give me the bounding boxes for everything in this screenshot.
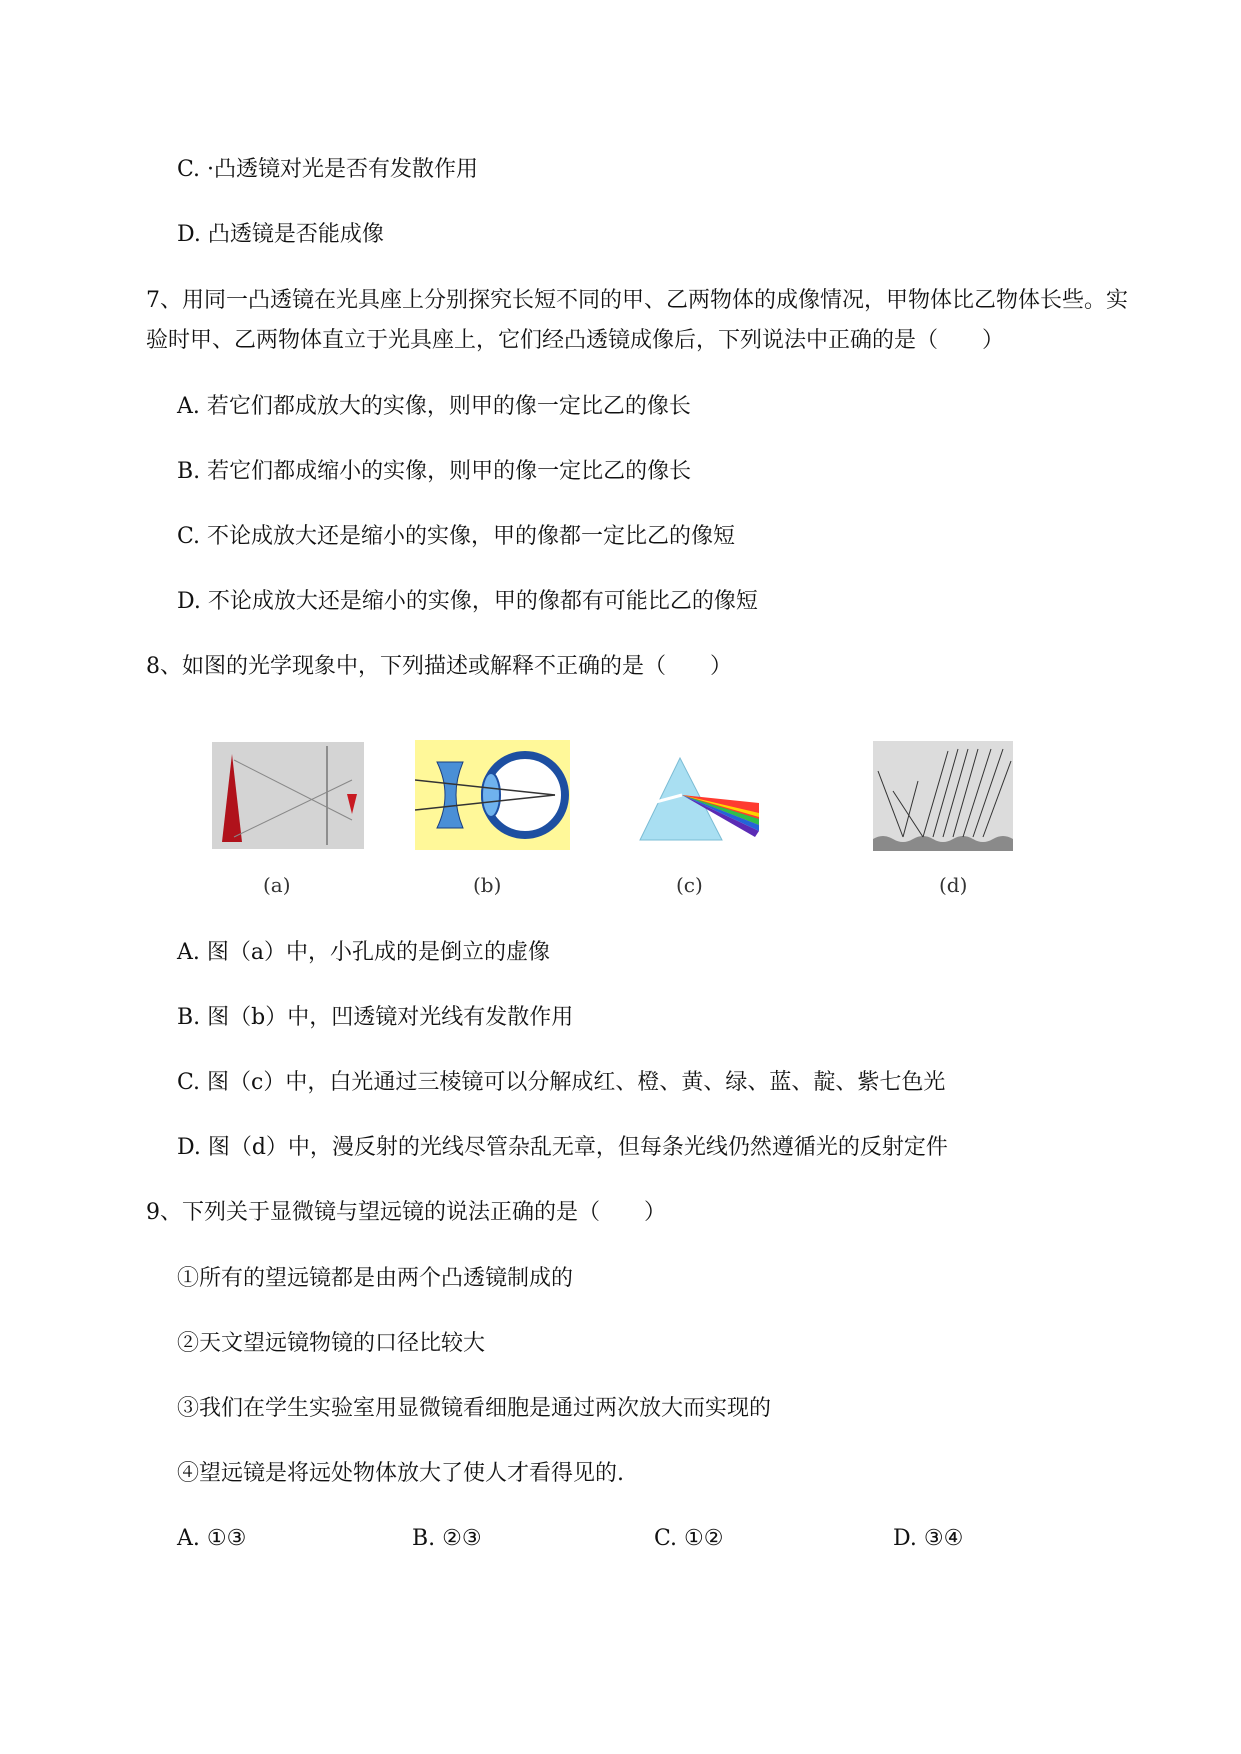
q9-choice-c: C. ①② xyxy=(654,1526,724,1551)
q8-option-d: D. 图（d）中，漫反射的光线尽管杂乱无章，但每条光线仍然遵循光的反射定件 xyxy=(177,1135,948,1160)
figure-b-eye-lens xyxy=(415,740,570,850)
q6-option-c: C. ·凸透镜对光是否有发散作用 xyxy=(177,157,479,182)
q9-statement-4: ④望远镜是将远处物体放大了使人才看得见的. xyxy=(177,1461,624,1486)
q7-option-d: D. 不论成放大还是缩小的实像，甲的像都有可能比乙的像短 xyxy=(177,589,758,614)
figure-d-diffuse-reflection xyxy=(873,741,1013,851)
q7-option-a: A. 若它们都成放大的实像，则甲的像一定比乙的像长 xyxy=(177,394,691,419)
q9-choice-d: D. ③④ xyxy=(893,1526,964,1551)
q9-choice-a: A. ①③ xyxy=(177,1526,247,1551)
q9-statement-2: ②天文望远镜物镜的口径比较大 xyxy=(177,1331,486,1356)
q9-stem: 9、下列关于显微镜与望远镜的说法正确的是（ ） xyxy=(146,1200,666,1225)
q6-option-d: D. 凸透镜是否能成像 xyxy=(177,222,384,247)
figure-b-caption: (b) xyxy=(473,873,502,897)
q7-option-c: C. 不论成放大还是缩小的实像，甲的像都一定比乙的像短 xyxy=(177,524,736,549)
figure-d-caption: (d) xyxy=(939,873,968,897)
figure-a-pinhole xyxy=(212,742,364,849)
q7-stem-line2: 验时甲、乙两物体直立于光具座上，它们经凸透镜成像后，下列说法中正确的是（ ） xyxy=(146,328,1005,353)
figure-a-caption: (a) xyxy=(263,873,291,897)
q7-stem-line1: 7、用同一凸透镜在光具座上分别探究长短不同的甲、乙两物体的成像情况，甲物体比乙物体长些。实 xyxy=(146,288,1129,313)
q7-option-b: B. 若它们都成缩小的实像，则甲的像一定比乙的像长 xyxy=(177,459,692,484)
figure-c-caption: (c) xyxy=(676,873,703,897)
q9-choice-b: B. ②③ xyxy=(412,1526,482,1551)
q9-statement-3: ③我们在学生实验室用显微镜看细胞是通过两次放大而实现的 xyxy=(177,1396,772,1421)
q8-option-b: B. 图（b）中，凹透镜对光线有发散作用 xyxy=(177,1005,574,1030)
q8-option-c: C. 图（c）中，白光通过三棱镜可以分解成红、橙、黄、绿、蓝、靛、紫七色光 xyxy=(177,1070,946,1095)
q8-stem: 8、如图的光学现象中，下列描述或解释不正确的是（ ） xyxy=(146,654,732,679)
figure-c-prism xyxy=(637,755,762,845)
q9-statement-1: ①所有的望远镜都是由两个凸透镜制成的 xyxy=(177,1266,574,1291)
q8-option-a: A. 图（a）中，小孔成的是倒立的虚像 xyxy=(177,940,550,965)
